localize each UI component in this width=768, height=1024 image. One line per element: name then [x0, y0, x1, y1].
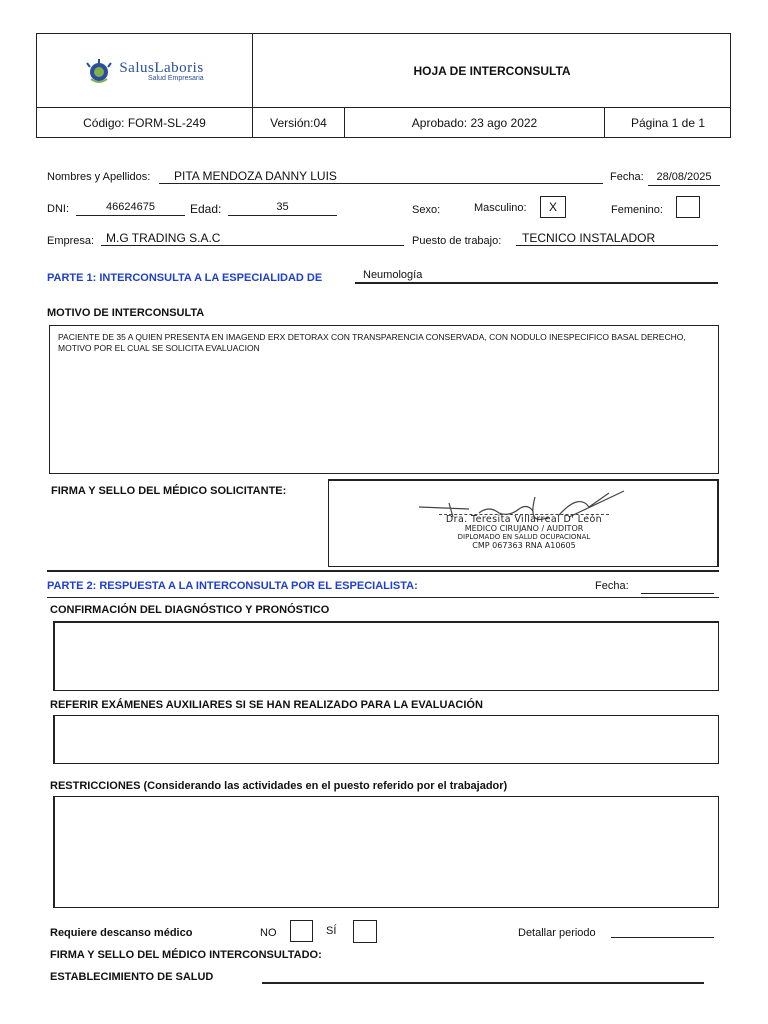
job-label: Puesto de trabajo:	[412, 235, 502, 247]
period-label: Detallar periodo	[518, 927, 596, 939]
document-title: HOJA DE INTERCONSULTA	[413, 63, 571, 78]
date-label: Fecha:	[610, 171, 644, 183]
dni-label: DNI:	[47, 203, 69, 215]
section-divider	[47, 570, 719, 572]
logo-subtitle: Salud Empresaria	[148, 74, 204, 82]
no-label: NO	[260, 927, 277, 939]
name-label: Nombres y Apellidos:	[47, 171, 151, 183]
male-label: Masculino:	[474, 202, 527, 214]
rest-yes-checkbox[interactable]	[353, 920, 377, 943]
company-label: Empresa:	[47, 235, 95, 247]
logo-emblem-icon	[85, 57, 113, 85]
stamp-name: Dra. Teresita Villarreal D' León	[445, 514, 603, 525]
part2-title: PARTE 2: RESPUESTA A LA INTERCONSULTA POR EL ESPECIALISTA:	[47, 580, 418, 592]
exams-label: REFERIR EXÁMENES AUXILIARES SI SE HAN REALIZADO PARA LA EVALUACIÓN	[50, 699, 483, 711]
stamp-line-2: DIPLOMADO EN SALUD OCUPACIONAL	[457, 533, 591, 541]
consultant-signature-label: FIRMA Y SELLO DEL MÉDICO INTERCONSULTADO:	[50, 949, 322, 961]
stamp-line-1: MEDICO CIRUJANO / AUDITOR	[464, 523, 584, 533]
signature-label: FIRMA Y SELLO DEL MÉDICO SOLICITANTE:	[51, 485, 287, 497]
form-version: Versión:04	[270, 116, 327, 130]
company-logo	[37, 34, 252, 107]
stamp-line-3: CMP 067363 RNA A10605	[472, 540, 576, 550]
company-field[interactable]: M.G TRADING S.A.C	[101, 231, 404, 246]
age-field[interactable]: 35	[228, 201, 337, 216]
age-label: Edad:	[190, 202, 222, 216]
sex-label: Sexo:	[412, 204, 441, 216]
date-field[interactable]: 28/08/2025	[648, 171, 720, 186]
part2-rule	[47, 597, 719, 598]
approval-date: Aprobado: 23 ago 2022	[411, 116, 538, 130]
exams-textarea[interactable]	[53, 715, 719, 764]
job-field[interactable]: TECNICO INSTALADOR	[516, 231, 718, 246]
reason-textarea[interactable]: PACIENTE DE 35 A QUIEN PRESENTA EN IMAGEND ERX DETORAX CON TRANSPARENCIA CONSERVADA, CON NODULO INESPECIFICO BASAL DERECHO, MOTIVO POR EL CUAL SE SOLICITA EVALUACION	[49, 325, 719, 474]
header-table	[36, 33, 731, 138]
physician-stamp	[434, 514, 614, 550]
logo-name: SalusLaboris	[119, 59, 204, 76]
signature-box[interactable]	[328, 479, 719, 567]
rest-label: Requiere descanso médico	[50, 927, 193, 939]
dni-field[interactable]: 46624675	[76, 201, 185, 216]
rest-no-checkbox[interactable]	[290, 920, 313, 942]
form-code: Código: FORM-SL-249	[83, 116, 206, 130]
yes-label: SÍ	[326, 925, 337, 937]
part2-date-label: Fecha:	[595, 580, 629, 592]
name-field[interactable]: PITA MENDOZA DANNY LUIS	[159, 169, 603, 184]
part1-title: PARTE 1: INTERCONSULTA A LA ESPECIALIDAD DE	[47, 272, 323, 284]
period-field[interactable]	[611, 924, 714, 938]
male-checkbox[interactable]: X	[540, 196, 566, 218]
part2-date-field[interactable]	[641, 580, 714, 594]
restrictions-textarea[interactable]	[53, 796, 719, 908]
facility-label: ESTABLECIMIENTO DE SALUD	[50, 971, 214, 983]
female-label: Femenino:	[611, 204, 663, 216]
diagnosis-label: CONFIRMACIÓN DEL DIAGNÓSTICO Y PRONÓSTICO	[50, 604, 330, 616]
diagnosis-textarea[interactable]	[53, 621, 719, 691]
female-checkbox[interactable]	[676, 196, 700, 218]
reason-label: MOTIVO DE INTERCONSULTA	[47, 307, 205, 319]
specialty-field[interactable]: Neumología	[355, 269, 718, 284]
page-number: Página 1 de 1	[630, 116, 706, 130]
facility-field[interactable]	[262, 982, 704, 984]
restrictions-label: RESTRICCIONES (Considerando las actividades en el puesto referido por el trabajador)	[50, 780, 508, 792]
